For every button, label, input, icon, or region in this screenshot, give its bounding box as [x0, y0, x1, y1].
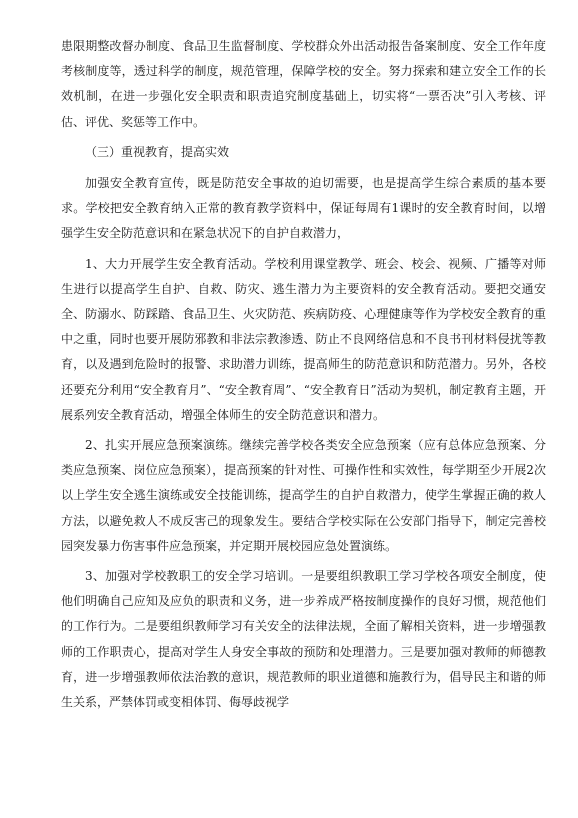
- paragraph-item-2: 2、扎实开展应急预案演练。继续完善学校各类安全应急预案（应有总体应急预案、分类应急预案、岗位应急预案），提高预案的针对性、可操作性和实效性，每学期至少开展2次以上学生安全逃生演练或安全技能训练，提高学生的自护自救潜力，使学生掌握正确的救人方法，以避免救人不成反害己的现象发生。要结合学校实际在公安部门指导下，制定完善校园突发暴力伤害事件应急预案，并定期开展校园应急处置演练。: [61, 438, 546, 553]
- paragraph-intro: 加强安全教育宣传，既是防范安全事故的迫切需要，也是提高学生综合素质的基本要求。学校把安全教育纳入正常的教育教学资料中，保证每周有1课时的安全教育时间，以增强学生安全防范意识和在紧急状况下的自护自救潜力，: [61, 176, 546, 241]
- paragraph-item-1: 1、大力开展学生安全教育活动。学校利用课堂教学、班会、校会、视频、广播等对师生进行以提高学生自护、自救、防灾、逃生潜力为主要资料的安全教育活动。要把交通安全、防溺水、防踩踏、食品卫生、火灾防范、疾病防疫、心理健康等作为学校安全教育的重中之重，同时也要开展防邪教和非法宗教渗透、防止不良网络信息和不良书刊材料侵扰等教育，以及遇到危险时的报警、求助潜力训练，提高师生的防范意识和防范潜力。另外，各校还要充分利用“安全教育月”、“安全教育周”、“安全教育日”活动为契机，制定教育主题，开展系列安全教育活动，增强全体师生的安全防范意识和潜力。: [61, 256, 546, 422]
- paragraph-item-3: 3、加强对学校教职工的安全学习培训。一是要组织教职工学习学校各项安全制度，使他们明确自己应知及应负的职责和义务，进一步养成严格按制度操作的良好习惯，规范他们的工作行为。二是要组织教师学习有关安全的法律法规，全面了解相关资料，进一步增强教师的工作职责心，提高对学生人身安全事故的预防和处理潜力。三是要加强对教师的师德教育，进一步增强教师依法治教的意识，规范教师的职业道德和施教行为，倡导民主和谐的师生关系，严禁体罚或变相体罚、侮辱歧视学: [61, 569, 546, 710]
- paragraph-1: 患限期整改督办制度、食品卫生监督制度、学校群众外出活动报告备案制度、安全工作年度考核制度等，透过科学的制度，规范管理，保障学校的安全。努力探索和建立安全工作的长效机制，在进一步强化安全职责和职责追究制度基础上，切实将“一票否决”引入考核、评估、评优、奖惩等工作中。: [61, 39, 546, 129]
- section-heading-3: （三）重视教育，提高实效: [85, 144, 230, 159]
